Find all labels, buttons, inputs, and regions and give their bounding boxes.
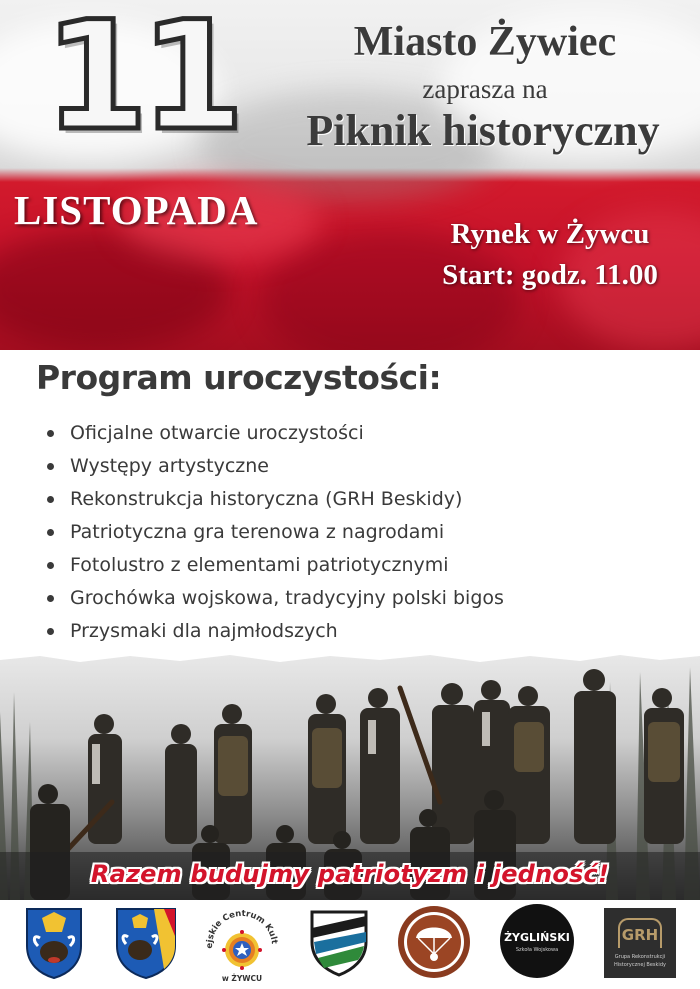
event-place: Rynek w Żywcu xyxy=(450,218,650,250)
slogan: Razem budujmy patriotyzm i jedność! xyxy=(90,860,610,888)
grh-line2: Historycznej Beskidy xyxy=(614,962,666,968)
list-item: Przysmaki dla najmłodszych xyxy=(44,615,504,648)
event-title: Piknik historyczny xyxy=(306,106,660,155)
list-item: Grochówka wojskowa, tradycyjny polski bigos xyxy=(44,582,504,615)
date-month: LISTOPADA xyxy=(14,187,259,233)
striped-shield-icon xyxy=(306,908,372,978)
list-item: Rekonstrukcja historyczna (GRH Beskidy) xyxy=(44,483,504,516)
zyglinski-name: ŻYGLIŃSKI xyxy=(504,931,570,944)
zyglinski-logo xyxy=(500,904,574,978)
partner-logos xyxy=(0,900,700,989)
list-item: Występy artystyczne xyxy=(44,450,504,483)
mck-ring-icon xyxy=(200,902,284,986)
mck-name: ejskie Centrum Kult xyxy=(204,908,279,949)
zywiec-city-coat-of-arms-icon xyxy=(114,906,178,980)
list-item: Fotolustro z elementami patriotycznymi xyxy=(44,549,504,582)
date-day: 11 xyxy=(44,0,237,164)
mck-logo xyxy=(200,902,284,986)
program-list xyxy=(44,417,504,648)
mck-city: w ŻYWCU xyxy=(221,974,263,983)
list-item: Patriotyczna gra terenowa z nagrodami xyxy=(44,516,504,549)
grh-logo xyxy=(604,908,676,978)
flag-header xyxy=(0,0,700,350)
program-title: Program uroczystości: xyxy=(36,358,442,397)
list-item: Oficjalne otwarcie uroczystości xyxy=(44,417,504,450)
paratrooper-badge-icon xyxy=(396,904,472,980)
grh-line1: Grupa Rekonstrukcji xyxy=(614,954,666,960)
event-start-time: Start: godz. 11.00 xyxy=(442,259,658,291)
invites-text: zaprasza na xyxy=(422,74,548,104)
zyglinski-subtitle: Szkoła Wojskowa xyxy=(515,947,559,953)
zywiec-district-coat-of-arms-icon xyxy=(24,906,84,980)
city-name: Miasto Żywiec xyxy=(353,19,617,65)
grh-mark: GRH xyxy=(618,918,662,948)
